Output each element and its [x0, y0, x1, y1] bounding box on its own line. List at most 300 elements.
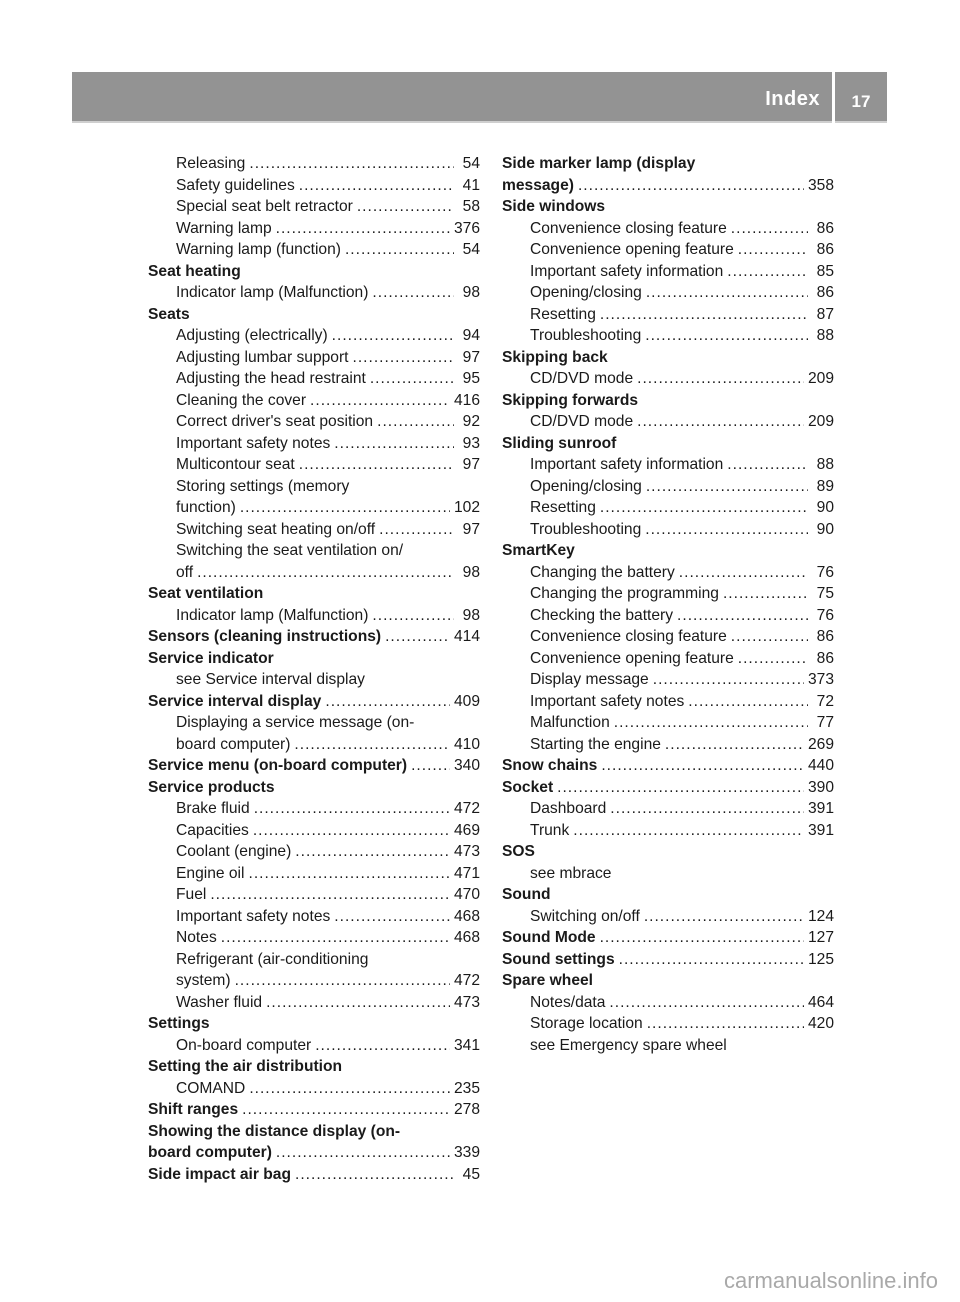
- page-reference[interactable]: 102: [453, 499, 480, 516]
- index-subentry[interactable]: [502, 1013, 834, 1035]
- index-subentry[interactable]: [502, 583, 834, 605]
- page-reference[interactable]: 75: [816, 585, 834, 602]
- entry-label: SmartKey: [502, 542, 575, 559]
- index-entry: [148, 218, 480, 240]
- entry-label-line1: Side marker lamp (display: [502, 155, 696, 172]
- index-entry: [502, 153, 834, 196]
- index-entry: [148, 1121, 480, 1164]
- dot-leader: [377, 411, 454, 433]
- index-heading[interactable]: [148, 755, 480, 777]
- page-reference[interactable]: 373: [807, 671, 834, 688]
- index-subentry[interactable]: [148, 734, 480, 756]
- index-subentry[interactable]: [502, 605, 834, 627]
- dot-leader: [619, 949, 804, 971]
- index-entry: [502, 562, 834, 584]
- dot-leader: [379, 519, 454, 541]
- index-entry: [148, 841, 480, 863]
- index-entry: [502, 949, 834, 971]
- index-entry: [148, 304, 480, 326]
- index-subentry[interactable]: [148, 175, 480, 197]
- entry-label: Skipping back: [502, 348, 608, 366]
- dot-leader: [253, 820, 450, 842]
- index-heading[interactable]: [502, 949, 834, 971]
- page-reference[interactable]: 93: [462, 434, 480, 452]
- index-entry: [148, 282, 480, 304]
- entry-label: Warning lamp: [176, 219, 272, 237]
- page-reference[interactable]: 98: [462, 284, 480, 301]
- entry-label: Brake fluid: [176, 800, 250, 817]
- page-reference[interactable]: 358: [807, 176, 834, 194]
- page-reference[interactable]: 209: [807, 413, 834, 430]
- index-entry: [502, 605, 834, 627]
- entry-label: Notes/data: [530, 993, 606, 1011]
- index-heading: [502, 841, 834, 863]
- index-subentry[interactable]: [148, 347, 480, 369]
- dot-leader: [637, 411, 804, 433]
- index-subentry[interactable]: [148, 282, 480, 304]
- section-header-bar: [72, 72, 832, 123]
- page-reference[interactable]: 72: [816, 692, 834, 710]
- index-subentry[interactable]: [148, 454, 480, 476]
- dot-leader: [334, 433, 454, 455]
- page-reference[interactable]: 470: [453, 886, 480, 903]
- index-subentry[interactable]: [502, 239, 834, 261]
- dot-leader: [235, 970, 450, 992]
- index-subentry[interactable]: [502, 325, 834, 347]
- entry-label: Starting the engine: [530, 735, 661, 753]
- page-reference[interactable]: 472: [453, 972, 480, 989]
- entry-label: Spare wheel: [502, 972, 594, 989]
- index-subentry[interactable]: [148, 433, 480, 455]
- page-reference[interactable]: 87: [816, 305, 834, 323]
- entry-label: Adjusting the head restraint: [176, 370, 366, 387]
- page-reference[interactable]: 414: [453, 628, 480, 645]
- page-reference[interactable]: 89: [816, 477, 834, 495]
- index-entry: [502, 454, 834, 476]
- entry-label: board computer): [148, 1144, 272, 1161]
- index-entry: [502, 1035, 834, 1057]
- page-reference[interactable]: 209: [807, 370, 834, 387]
- entry-label: Socket: [502, 778, 554, 796]
- index-subentry[interactable]: [148, 196, 480, 218]
- index-subentry[interactable]: [502, 691, 834, 713]
- dot-leader: [240, 497, 450, 519]
- index-subentry[interactable]: [148, 368, 480, 390]
- index-entry: [502, 669, 834, 691]
- page-reference[interactable]: 468: [453, 929, 480, 946]
- index-subentry: [502, 863, 834, 885]
- page-reference[interactable]: 76: [816, 563, 834, 581]
- index-subentry[interactable]: [502, 626, 834, 648]
- index-subentry[interactable]: [502, 906, 834, 928]
- index-subentry[interactable]: [148, 841, 480, 863]
- page-reference[interactable]: 86: [816, 219, 834, 237]
- entry-label: Shift ranges: [148, 1101, 239, 1118]
- entry-label: Seat ventilation: [148, 585, 264, 602]
- entry-label: Important safety notes: [530, 692, 685, 710]
- entry-label: Engine oil: [176, 864, 245, 882]
- index-subentry[interactable]: [148, 519, 480, 541]
- index-heading: [502, 196, 834, 218]
- index-subentry[interactable]: [148, 411, 480, 433]
- index-heading: [148, 648, 480, 670]
- page-reference[interactable]: 339: [453, 1144, 480, 1161]
- index-entry: [502, 648, 834, 670]
- index-heading: [148, 261, 480, 283]
- index-subentry[interactable]: [148, 325, 480, 347]
- index-heading: [502, 390, 834, 412]
- entry-label: Capacities: [176, 821, 249, 839]
- index-entry: [148, 669, 480, 691]
- entry-label: Troubleshooting: [530, 520, 642, 538]
- dot-leader: [345, 239, 454, 261]
- index-heading[interactable]: [148, 1164, 480, 1186]
- index-entry: [148, 196, 480, 218]
- dot-leader: [276, 1142, 450, 1164]
- index-subentry[interactable]: [502, 476, 834, 498]
- dot-leader: [294, 734, 450, 756]
- index-entry: [502, 755, 834, 777]
- index-subentry[interactable]: [502, 648, 834, 670]
- dot-leader: [688, 691, 808, 713]
- index-heading[interactable]: [148, 1099, 480, 1121]
- index-entry: [148, 863, 480, 885]
- dot-leader: [609, 992, 804, 1014]
- index-entry: [502, 282, 834, 304]
- page-reference[interactable]: 90: [816, 520, 834, 538]
- entry-label: Releasing: [176, 155, 246, 172]
- page-reference[interactable]: 235: [453, 1079, 480, 1097]
- index-entry: [148, 1013, 480, 1035]
- index-subentry[interactable]: [502, 368, 834, 390]
- page-reference[interactable]: 278: [453, 1101, 480, 1118]
- index-subentry[interactable]: [502, 798, 834, 820]
- index-heading[interactable]: [502, 175, 834, 197]
- page-reference[interactable]: 472: [453, 800, 480, 817]
- index-subentry[interactable]: [148, 992, 480, 1014]
- index-heading: [148, 1013, 480, 1035]
- index-subentry[interactable]: [148, 820, 480, 842]
- index-entry: [148, 261, 480, 283]
- dot-leader: [665, 734, 804, 756]
- entry-label: Switching on/off: [530, 907, 640, 925]
- page-reference[interactable]: 45: [462, 1165, 480, 1183]
- entry-label: Changing the battery: [530, 563, 675, 581]
- entry-label: Side windows: [502, 198, 606, 215]
- index-entry: [148, 777, 480, 799]
- entry-label: Sensors (cleaning instructions): [148, 628, 382, 645]
- page-reference[interactable]: 420: [807, 1015, 834, 1032]
- section-title: Index: [765, 88, 820, 110]
- index-subentry[interactable]: [148, 497, 480, 519]
- page-reference[interactable]: 269: [807, 735, 834, 753]
- index-entry: [502, 196, 834, 218]
- page-reference[interactable]: 340: [453, 757, 480, 774]
- index-subentry[interactable]: [148, 153, 480, 175]
- page-reference[interactable]: 410: [453, 735, 480, 753]
- index-entry: [148, 347, 480, 369]
- index-subentry[interactable]: [502, 261, 834, 283]
- index-heading: [502, 433, 834, 455]
- page-reference[interactable]: 90: [816, 499, 834, 516]
- page-reference[interactable]: 88: [816, 327, 834, 344]
- index-subentry[interactable]: [502, 519, 834, 541]
- index-entry: [148, 949, 480, 992]
- index-entry: [502, 476, 834, 498]
- index-entry: [502, 970, 834, 992]
- entry-label: Storage location: [530, 1015, 643, 1032]
- index-subentry[interactable]: [148, 605, 480, 627]
- dot-leader: [645, 325, 808, 347]
- entry-label: off: [176, 563, 194, 581]
- index-heading[interactable]: [148, 626, 480, 648]
- entry-label: Adjusting (electrically): [176, 327, 328, 344]
- dot-leader: [738, 648, 808, 670]
- entry-label: Important safety information: [530, 262, 724, 280]
- dot-leader: [738, 239, 808, 261]
- index-subentry[interactable]: [502, 562, 834, 584]
- index-column-left: [148, 153, 480, 1185]
- index-subentry[interactable]: [148, 863, 480, 885]
- dot-leader: [249, 153, 454, 175]
- index-entry: [148, 433, 480, 455]
- index-subentry[interactable]: [148, 562, 480, 584]
- index-entry: [502, 820, 834, 842]
- entry-label-line1: Displaying a service message (on-: [176, 714, 415, 731]
- entry-label: SOS: [502, 843, 535, 860]
- page-reference[interactable]: 390: [807, 778, 834, 796]
- dot-leader: [647, 1013, 804, 1035]
- index-entry: [502, 1013, 834, 1035]
- page-reference[interactable]: 416: [453, 391, 480, 409]
- index-subentry[interactable]: [502, 712, 834, 734]
- index-subentry[interactable]: [502, 411, 834, 433]
- entry-label: see Emergency spare wheel: [530, 1036, 727, 1054]
- dot-leader: [679, 562, 808, 584]
- entry-label: Indicator lamp (Malfunction): [176, 284, 369, 301]
- page-reference[interactable]: 77: [816, 714, 834, 731]
- entry-label: Setting the air distribution: [148, 1058, 343, 1075]
- entry-label: Resetting: [530, 305, 596, 323]
- entry-label: Checking the battery: [530, 606, 674, 624]
- page-reference[interactable]: 86: [816, 649, 834, 667]
- page-reference[interactable]: 409: [453, 692, 480, 710]
- dot-leader: [573, 820, 804, 842]
- index-entry: [148, 540, 480, 583]
- entry-label: board computer): [176, 735, 291, 753]
- entry-label: see mbrace: [530, 864, 612, 882]
- page-reference[interactable]: 391: [807, 821, 834, 839]
- entry-label: system): [176, 972, 231, 989]
- page-reference[interactable]: 97: [462, 348, 480, 366]
- index-entry: [502, 368, 834, 390]
- page-reference[interactable]: 41: [462, 176, 480, 194]
- entry-label: Switching seat heating on/off: [176, 520, 376, 538]
- index-entry: [502, 261, 834, 283]
- entry-label: see Service interval display: [176, 671, 365, 688]
- index-heading: [148, 583, 480, 605]
- dot-leader: [299, 175, 454, 197]
- index-subentry[interactable]: [148, 927, 480, 949]
- dot-leader: [315, 1035, 450, 1057]
- page-reference[interactable]: 376: [453, 219, 480, 237]
- index-entry: [148, 927, 480, 949]
- dot-leader: [731, 218, 808, 240]
- dot-leader: [254, 798, 450, 820]
- page-reference[interactable]: 85: [816, 262, 834, 280]
- page-reference[interactable]: 97: [462, 520, 480, 538]
- index-heading[interactable]: [148, 1142, 480, 1164]
- page-reference[interactable]: 86: [816, 284, 834, 301]
- page-reference[interactable]: 86: [816, 628, 834, 645]
- page-reference[interactable]: 464: [807, 993, 834, 1011]
- page-reference[interactable]: 473: [453, 993, 480, 1011]
- index-subentry[interactable]: [148, 239, 480, 261]
- index-subentry[interactable]: [502, 992, 834, 1014]
- index-entry: [502, 583, 834, 605]
- entry-label: On-board computer: [176, 1036, 312, 1054]
- entry-label: Warning lamp (function): [176, 241, 341, 258]
- index-subentry[interactable]: [502, 282, 834, 304]
- dot-leader: [644, 906, 804, 928]
- page-number-box: [835, 72, 887, 123]
- index-entry: [148, 605, 480, 627]
- page-reference[interactable]: 127: [807, 929, 834, 946]
- index-entry: [148, 1078, 480, 1100]
- page-reference[interactable]: 95: [462, 370, 480, 387]
- index-entry: [148, 712, 480, 755]
- entry-label: Service interval display: [148, 692, 322, 710]
- index-entry: [502, 325, 834, 347]
- index-subentry[interactable]: [502, 218, 834, 240]
- index-entry: [148, 798, 480, 820]
- index-heading[interactable]: [502, 755, 834, 777]
- dot-leader: [723, 583, 808, 605]
- page-reference[interactable]: 98: [462, 606, 480, 624]
- entry-label: Skipping forwards: [502, 391, 639, 409]
- dot-leader: [299, 454, 454, 476]
- index-entry: [502, 884, 834, 906]
- index-subentry[interactable]: [148, 218, 480, 240]
- dot-leader: [600, 497, 808, 519]
- page-reference[interactable]: 391: [807, 800, 834, 817]
- dot-leader: [385, 626, 450, 648]
- dot-leader: [727, 261, 808, 283]
- index-subentry[interactable]: [502, 304, 834, 326]
- index-entry: [148, 411, 480, 433]
- entry-label-line1: Refrigerant (air-conditioning: [176, 950, 369, 968]
- page-reference[interactable]: 124: [807, 907, 834, 925]
- page-reference[interactable]: 468: [453, 907, 480, 925]
- entry-label-line1: Showing the distance display (on-: [148, 1122, 401, 1140]
- page-reference[interactable]: 341: [453, 1036, 480, 1054]
- page-reference[interactable]: 471: [453, 864, 480, 882]
- dot-leader: [242, 1099, 450, 1121]
- index-subentry[interactable]: [148, 798, 480, 820]
- index-subentry[interactable]: [502, 820, 834, 842]
- index-subentry[interactable]: [502, 497, 834, 519]
- entry-label: Important safety information: [530, 456, 724, 473]
- dot-leader: [221, 927, 450, 949]
- page-reference[interactable]: 86: [816, 241, 834, 258]
- entry-label: Important safety notes: [176, 434, 331, 452]
- entry-label: Troubleshooting: [530, 327, 642, 344]
- index-heading[interactable]: [502, 927, 834, 949]
- index-subentry[interactable]: [502, 454, 834, 476]
- dot-leader: [614, 712, 808, 734]
- page-reference[interactable]: 440: [807, 757, 834, 774]
- dot-leader: [210, 884, 450, 906]
- page-reference[interactable]: 76: [816, 606, 834, 624]
- index-subentry[interactable]: [148, 390, 480, 412]
- entry-label: Opening/closing: [530, 284, 642, 301]
- index-subentry[interactable]: [148, 970, 480, 992]
- page-reference[interactable]: 92: [462, 413, 480, 430]
- index-entry: [502, 347, 834, 369]
- entry-label: message): [502, 176, 574, 194]
- dot-leader: [334, 906, 450, 928]
- index-entry: [502, 841, 834, 863]
- index-heading[interactable]: [148, 691, 480, 713]
- index-heading[interactable]: [502, 777, 834, 799]
- dot-leader: [372, 605, 454, 627]
- dot-leader: [249, 1078, 450, 1100]
- page-reference[interactable]: 94: [462, 327, 480, 344]
- index-heading: [502, 884, 834, 906]
- entry-label: CD/DVD mode: [530, 413, 634, 430]
- index-entry: [502, 304, 834, 326]
- entry-label: Trunk: [530, 821, 570, 839]
- index-entry: [148, 648, 480, 670]
- entry-label: Coolant (engine): [176, 843, 292, 860]
- index-entry: [502, 992, 834, 1014]
- page-reference[interactable]: 54: [462, 155, 480, 172]
- page-reference[interactable]: 97: [462, 456, 480, 473]
- index-entry: [148, 583, 480, 605]
- index-subentry[interactable]: [148, 884, 480, 906]
- dot-leader: [197, 562, 454, 584]
- page-reference[interactable]: 98: [462, 563, 480, 581]
- index-subentry[interactable]: [148, 906, 480, 928]
- index-subentry: [502, 1035, 834, 1057]
- index-subentry[interactable]: [148, 1035, 480, 1057]
- index-entry: [148, 519, 480, 541]
- page-reference[interactable]: 469: [453, 821, 480, 839]
- page-reference[interactable]: 58: [462, 198, 480, 215]
- entry-label: Side impact air bag: [148, 1165, 291, 1183]
- index-entry: [502, 691, 834, 713]
- index-subentry[interactable]: [502, 669, 834, 691]
- dot-leader: [295, 1164, 454, 1186]
- index-subentry[interactable]: [502, 734, 834, 756]
- index-entry: [148, 390, 480, 412]
- index-heading: [148, 1056, 480, 1078]
- entry-label: Service products: [148, 778, 275, 796]
- page-reference[interactable]: 88: [816, 456, 834, 473]
- page-reference[interactable]: 473: [453, 843, 480, 860]
- entry-label: Sound: [502, 886, 551, 903]
- index-subentry[interactable]: [148, 1078, 480, 1100]
- dot-leader: [372, 282, 454, 304]
- dot-leader: [276, 218, 450, 240]
- page-reference[interactable]: 54: [462, 241, 480, 258]
- page-reference[interactable]: 125: [807, 950, 834, 968]
- entry-label: Opening/closing: [530, 477, 642, 495]
- index-heading: [502, 347, 834, 369]
- index-entry: [148, 325, 480, 347]
- index-entry: [148, 906, 480, 928]
- dot-leader: [332, 325, 454, 347]
